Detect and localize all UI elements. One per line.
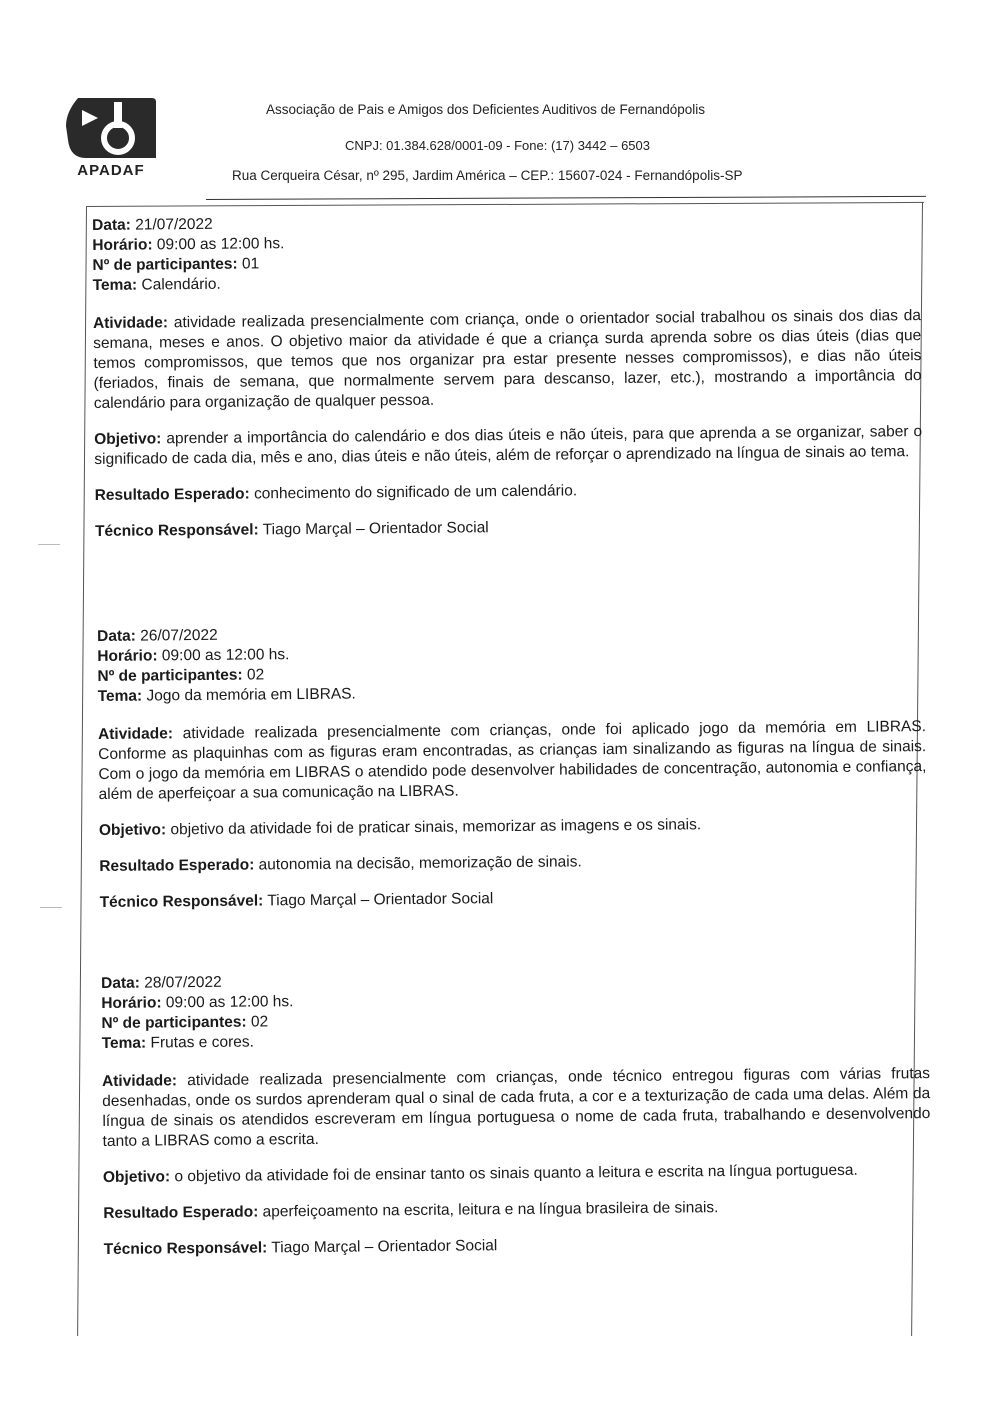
participants-value: 02	[250, 1013, 269, 1031]
time-label: Horário:	[92, 236, 153, 254]
activity-label: Atividade:	[92, 314, 169, 332]
activity-paragraph	[93, 306, 922, 414]
objective-text: objetivo da atividade foi de praticar sinais, memorizar as imagens e os sinais.	[170, 816, 702, 839]
logo-text: APADAF	[77, 162, 145, 179]
activity-label: Atividade:	[97, 725, 174, 743]
date-label: Data:	[97, 627, 136, 645]
activity-entry-3	[101, 966, 932, 1260]
time-value: 09:00 as 12:00 hs.	[165, 993, 294, 1012]
activity-text: atividade realizada presencialmente com crianças, onde foi aplicado jogo da memória em LIBRAS. Conforme as plaquinhas com as figuras eram encontradas, as crianças iam sinalizando as figuras na língua de sinais. Com o jogo da memória em LIBRAS o atendido pode desenvolver habilidades de concentração, autonomia e confiança, além de aperfeiçoar a sua comunicação na LIBRAS.	[98, 718, 927, 803]
participants-label: Nº de participantes:	[97, 666, 243, 685]
date-label: Data:	[101, 974, 140, 992]
expected-result-label: Resultado Esperado:	[103, 1203, 259, 1222]
header-divider	[206, 196, 926, 200]
technician-label: Técnico Responsável:	[99, 892, 264, 911]
participants-value: 01	[241, 255, 260, 273]
objective-label: Objetivo:	[98, 821, 167, 839]
date-value: 26/07/2022	[140, 626, 218, 645]
participants-value: 02	[246, 666, 265, 684]
participants-label: Nº de participantes:	[101, 1013, 247, 1032]
activity-paragraph	[98, 717, 927, 805]
technician-text: Tiago Marçal – Orientador Social	[267, 890, 494, 910]
activity-entry-1	[92, 208, 923, 542]
date-value: 28/07/2022	[144, 973, 222, 992]
activity-text: atividade realizada presencialmente com crianças, onde técnico entregou figuras com várias frutas desenhadas, onde os surdos aprenderam qual o sinal de cada fruta, a cor e a texturização de cada uma delas. Além da língua de sinais os atendidos escreveram em língua portuguesa o nome de cada fruta, trabalhando e desenvolvendo tanto a LIBRAS como a escrita.	[102, 1065, 931, 1150]
activity-paragraph	[102, 1064, 931, 1152]
technician-text: Tiago Marçal – Orientador Social	[271, 1237, 498, 1257]
theme-value: Jogo da memória em LIBRAS.	[146, 685, 356, 705]
address: Rua Cerqueira César, nº 295, Jardim América – CEP.: 15607-024 - Fernandópolis-SP	[232, 168, 743, 183]
date-value: 21/07/2022	[135, 215, 213, 234]
technician-text: Tiago Marçal – Orientador Social	[262, 519, 489, 539]
expected-result-label: Resultado Esperado:	[99, 856, 255, 875]
expected-result-text: conhecimento do significado de um calendário.	[253, 482, 578, 503]
objective-label: Objetivo:	[102, 1168, 171, 1186]
activity-label: Atividade:	[101, 1072, 178, 1090]
objective-text: aprender a importância do calendário e dos dias úteis e não úteis, para que aprenda a se organizar, saber o significado de cada dia, mês e ano, dias úteis e não úteis, além de reforçar o aprendizado na língua de sinais ao tema.	[94, 423, 923, 468]
theme-value: Frutas e cores.	[150, 1033, 254, 1052]
theme-label: Tema:	[97, 687, 143, 705]
time-value: 09:00 as 12:00 hs.	[161, 646, 290, 665]
cnpj-phone: CNPJ: 01.384.628/0001-09 - Fone: (17) 3442 – 6503	[345, 138, 650, 153]
theme-label: Tema:	[92, 276, 138, 294]
date-label: Data:	[92, 216, 131, 234]
theme-value: Calendário.	[141, 275, 221, 294]
time-label: Horário:	[97, 647, 158, 665]
expected-result-text: autonomia na decisão, memorização de sinais.	[258, 853, 582, 874]
scan-mark	[38, 544, 60, 545]
objective-label: Objetivo:	[94, 430, 162, 448]
objective-text: o objetivo da atividade foi de ensinar tanto os sinais quanto a leitura e escrita na língua portuguesa.	[174, 1161, 858, 1186]
time-label: Horário:	[101, 994, 162, 1012]
scan-mark	[40, 907, 62, 908]
activity-text: atividade realizada presencialmente com criança, onde o orientador social trabalhou os sinais dos dias da semana, meses e anos. O objetivo maior da atividade é que a criança surda aprenda sobre os dias úteis (dias que temos compromissos, que temos que nos organizar pra estar presente nesses compromissos), e dias não úteis (feriados, finais de semana, que normalmente servem para descanso, lazer, etc.), mostrando a importância do calendário para organização de qualquer pessoa.	[93, 307, 922, 412]
activity-entry-2	[97, 619, 928, 913]
technician-label: Técnico Responsável:	[103, 1239, 268, 1258]
participants-label: Nº de participantes:	[92, 255, 238, 274]
theme-label: Tema:	[101, 1034, 147, 1052]
frame-top-border	[86, 202, 924, 207]
time-value: 09:00 as 12:00 hs.	[156, 235, 285, 254]
objective-paragraph	[94, 422, 922, 470]
frame-left-border	[77, 206, 87, 1336]
expected-result-label: Resultado Esperado:	[94, 485, 250, 504]
expected-result-text: aperfeiçoamento na escrita, leitura e na língua brasileira de sinais.	[262, 1199, 719, 1221]
org-name: Associação de Pais e Amigos dos Deficientes Auditivos de Fernandópolis	[266, 102, 706, 117]
technician-label: Técnico Responsável:	[94, 521, 259, 540]
